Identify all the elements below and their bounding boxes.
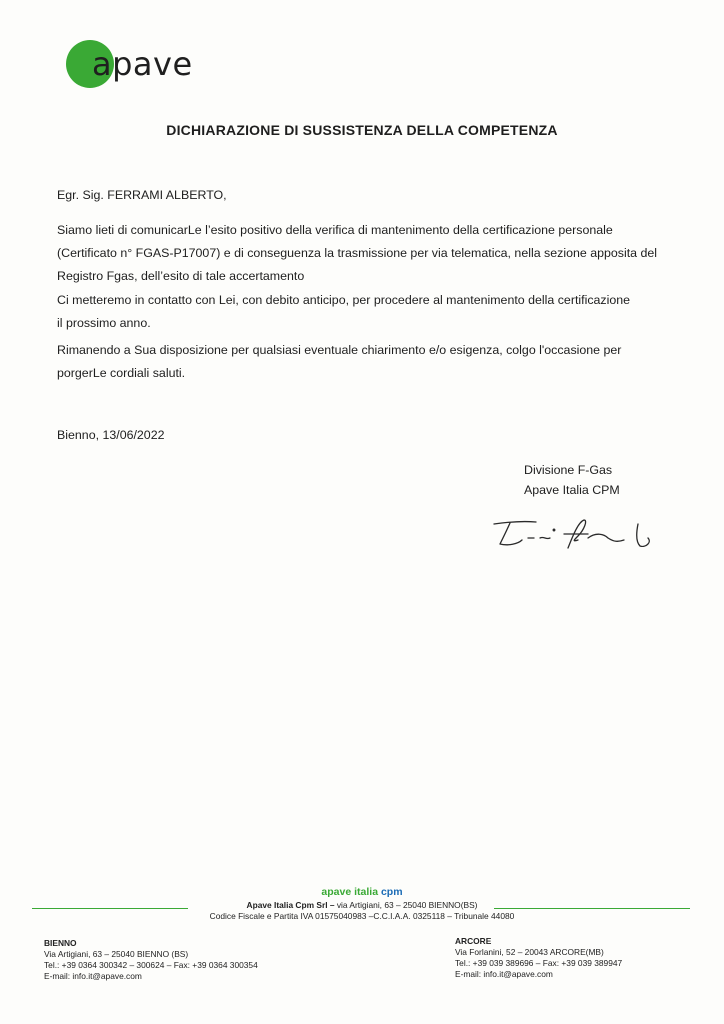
paragraph-line: Ci metteremo in contatto con Lei, con debito anticipo, per procedere al mantenimento della certificazione	[57, 293, 631, 307]
footer-company-info	[0, 900, 724, 922]
office-phone: Tel.: +39 0364 300342 – 300624 – Fax: +39 0364 300354	[44, 960, 258, 970]
paragraph-line: Registro Fgas, dell’esito di tale accertamento	[57, 269, 305, 283]
footer-brand	[0, 886, 724, 898]
signoff-division: Divisione F-Gas	[524, 463, 613, 477]
office-address: Via Artigiani, 63 – 25040 BIENNO (BS)	[44, 949, 189, 959]
paragraph-line: il prossimo anno.	[57, 316, 151, 330]
paragraph-line: (Certificato n° FGAS-P17007) e di conseguenza la trasmissione per via telematica, nella sezione apposita del	[57, 246, 658, 260]
office-address: Via Forlanini, 52 – 20043 ARCORE(MB)	[455, 947, 604, 957]
paragraph-closing	[57, 339, 677, 385]
footer-company-registry: Codice Fiscale e Partita IVA 01575040983 –C.C.I.A.A. 0325118 – Tribunale 44080	[209, 911, 515, 921]
paragraph-line: porgerLe cordiali saluti.	[57, 366, 186, 380]
footer-company-name: Apave Italia Cpm Srl –	[246, 900, 335, 910]
office-phone: Tel.: +39 039 389696 – Fax: +39 039 389947	[455, 958, 623, 968]
logo-text: apave	[92, 45, 193, 83]
footer-company-line	[0, 900, 724, 911]
signoff-company: Apave Italia CPM	[524, 483, 620, 497]
footer-brand-accent: cpm	[380, 886, 403, 898]
place-date: Bienno, 13/06/2022	[57, 428, 165, 442]
office-email: E-mail: info.it@apave.com	[455, 969, 553, 979]
salutation: Egr. Sig. FERRAMI ALBERTO,	[57, 188, 227, 202]
paragraph-outcome	[57, 219, 677, 288]
signoff	[524, 460, 620, 500]
document-title: DICHIARAZIONE DI SUSSISTENZA DELLA COMPETENZA	[166, 122, 558, 138]
office-email: E-mail: info.it@apave.com	[44, 971, 142, 981]
office-arcore	[455, 936, 622, 980]
office-heading: ARCORE	[455, 936, 492, 946]
paragraph-line: Siamo lieti di comunicarLe l’esito positivo della verifica di mantenimento della certificazione personale	[57, 223, 613, 237]
office-bienno	[44, 938, 258, 982]
apave-logo	[66, 40, 206, 92]
footer-brand-main: apave italia	[321, 886, 379, 898]
paragraph-contact	[57, 289, 677, 335]
footer-company-address: via Artigiani, 63 – 25040 BIENNO(BS)	[336, 900, 478, 910]
paragraph-line: Rimanendo a Sua disposizione per qualsiasi eventuale chiarimento e/o esigenza, colgo l'occasione per	[57, 343, 622, 357]
handwritten-signature	[488, 512, 668, 558]
office-heading: BIENNO	[44, 938, 77, 948]
